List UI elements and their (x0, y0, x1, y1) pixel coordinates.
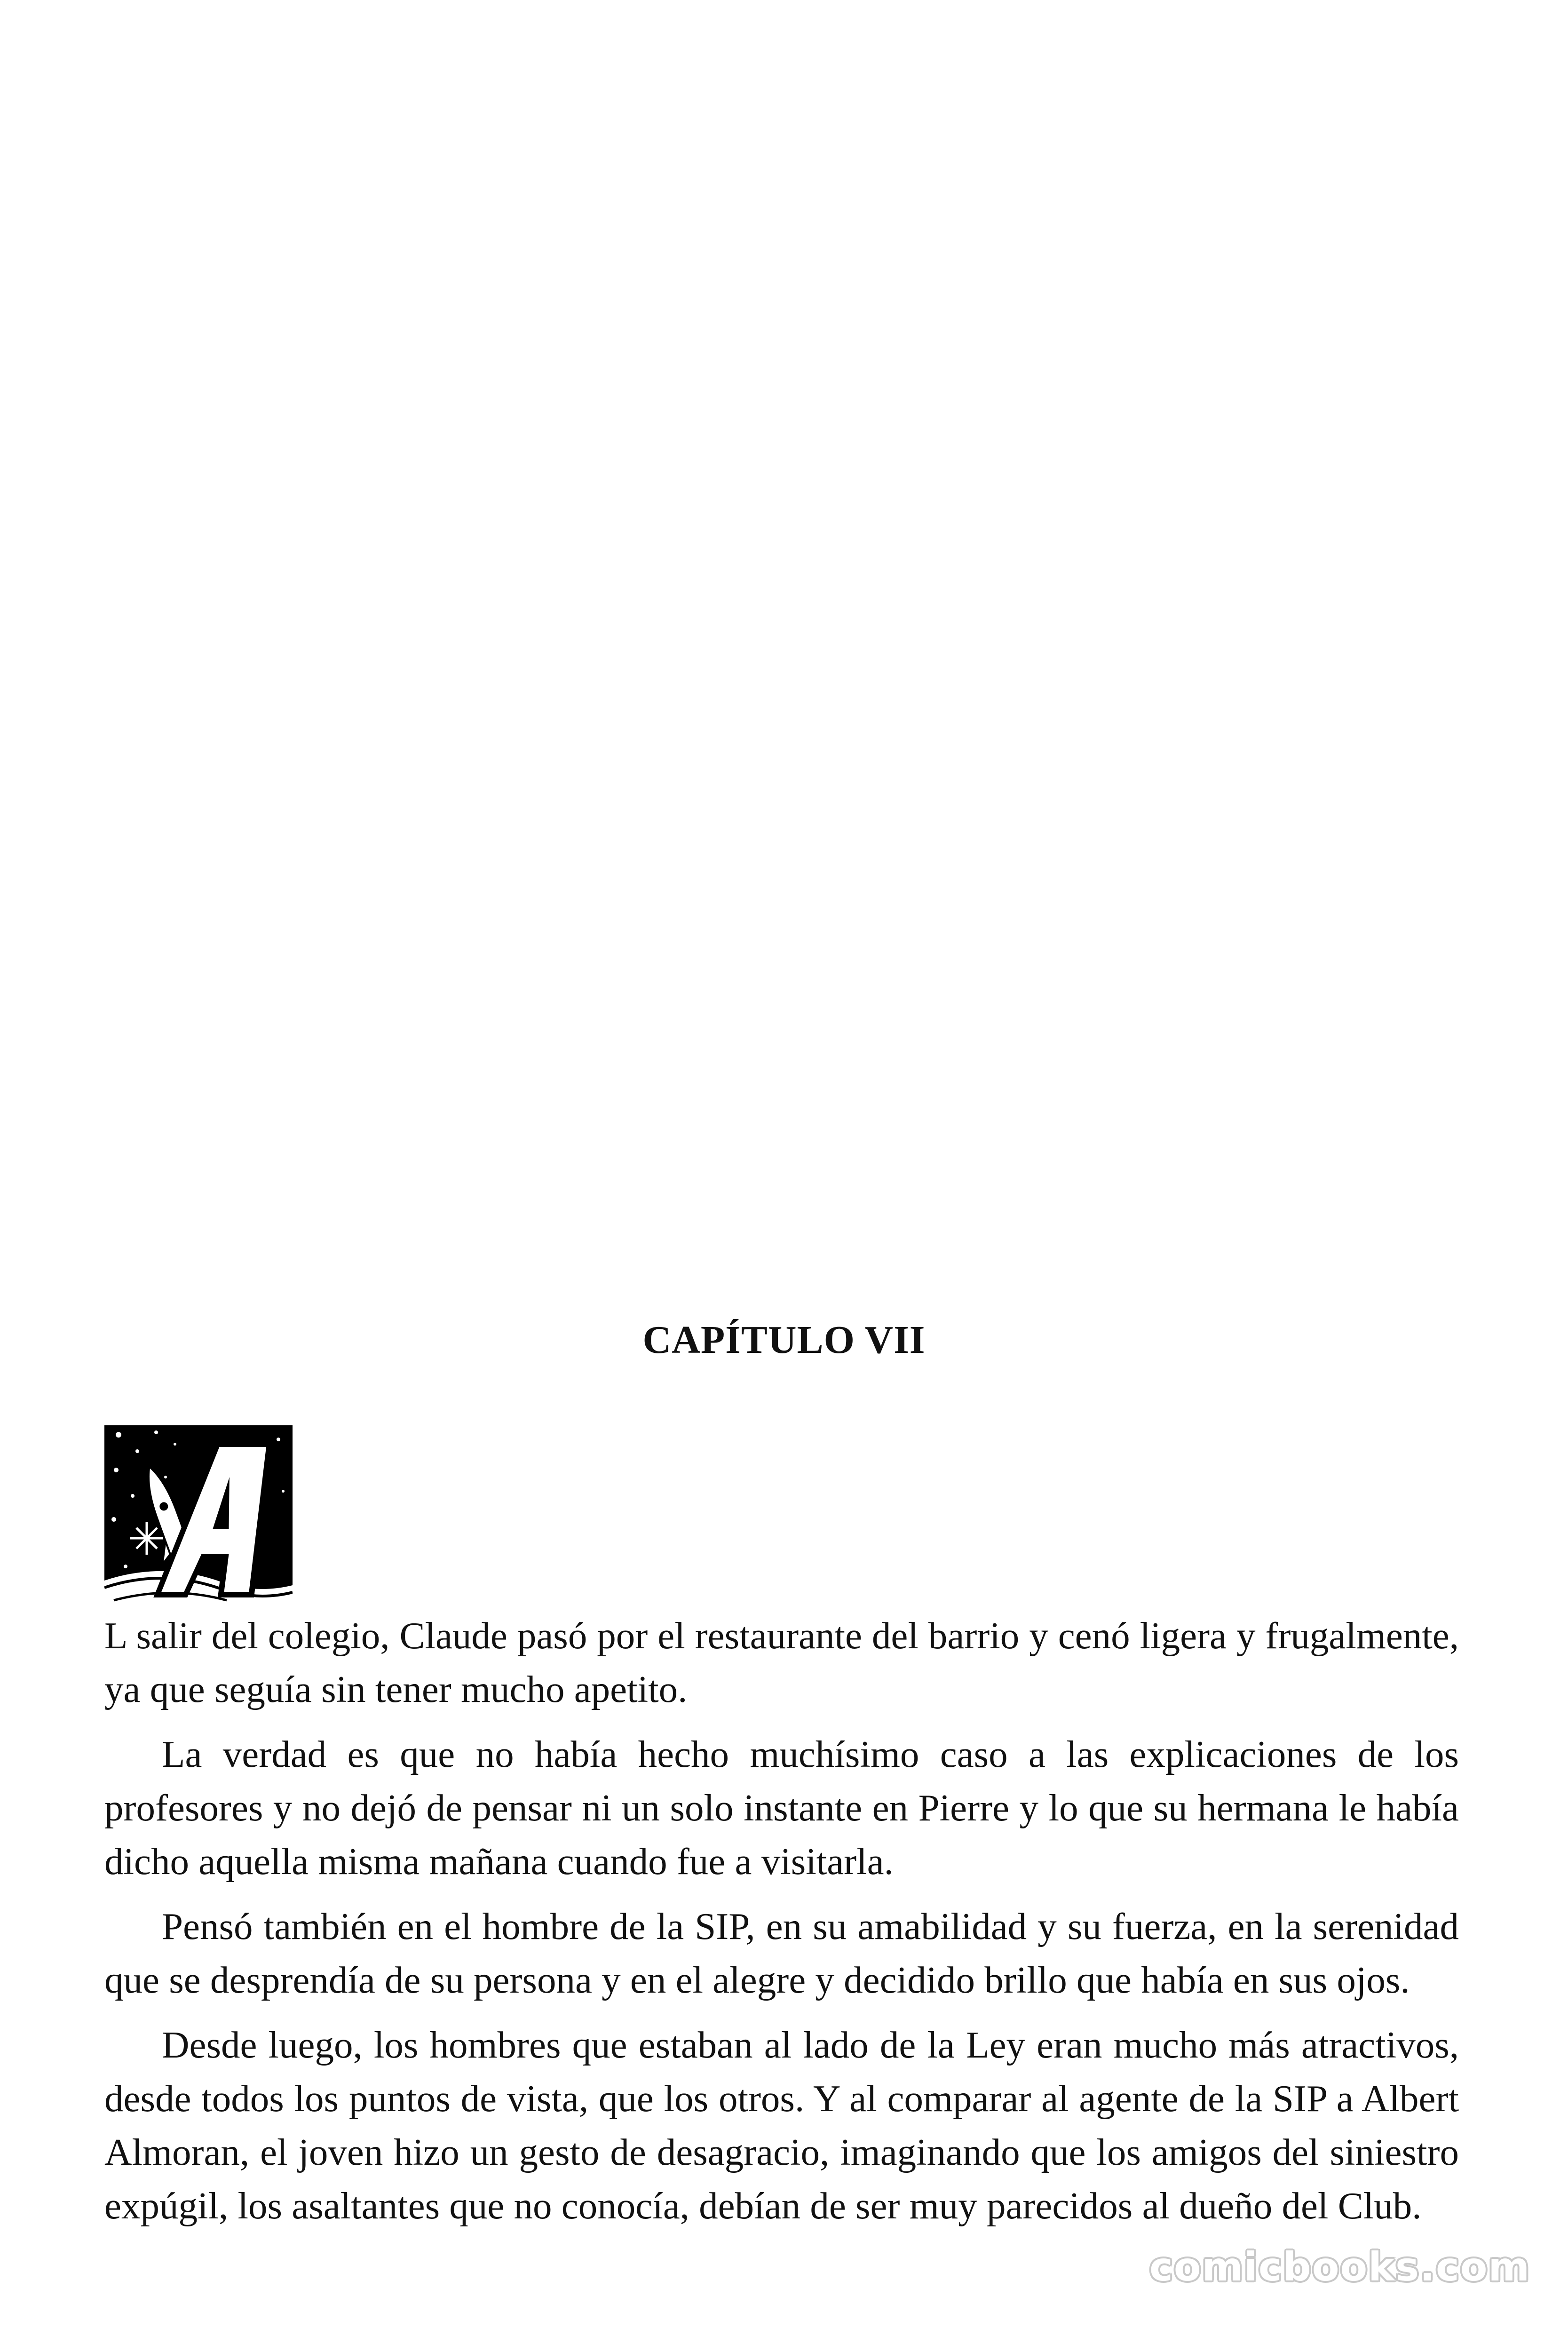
paragraph: L salir del colegio, Claude pasó por el restaurante del barrio y cenó ligera y frugalmente, ya que seguía sin tener mucho apetito. (104, 1614, 1459, 1710)
watermark: comicbooks.com (1149, 2244, 1530, 2290)
paragraph: Pensó también en el hombre de la SIP, en su amabilidad y su fuerza, en la serenidad que se desprendía de su persona y en el alegre y decidido brillo que había en sus ojos. (104, 1905, 1459, 2001)
dropcap-illustration (104, 1425, 293, 1613)
paragraph: La verdad es que no había hecho muchísimo caso a las explicaciones de los profesores y no dejó de pensar ni un solo instante en Pierre y lo que su hermana le había dicho aquella misma mañana cuando fue a visitarla. (104, 1733, 1459, 1883)
chapter-title: CAPÍTULO VII (642, 1318, 926, 1362)
chapter-body (104, 1609, 1459, 2244)
rocket-dropcap-icon (104, 1425, 293, 1613)
paragraph: Desde luego, los hombres que estaban al lado de la Ley eran mucho más atractivos, desde todos los puntos de vista, que los otros. Y al comparar al agente de la SIP a Albert Almoran, el joven hizo un gesto de desagracio, imaginando que los amigos del siniestro expúgil, los asaltantes que no conocía, debían de ser muy parecidos al dueño del Club. (104, 2024, 1459, 2227)
